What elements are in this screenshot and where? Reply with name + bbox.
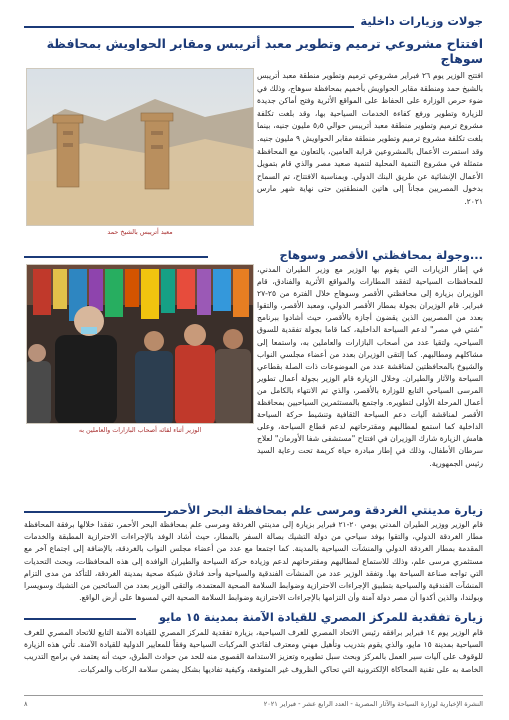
temple-photo [26, 68, 254, 226]
page-title: افتتاح مشروعي ترميم وتطوير معبد أتريبس ومقابر الحواويش بمحافظة سوهاج [46, 36, 483, 66]
article2-rule [24, 256, 208, 258]
bazaar-photo-caption: الوزير أثناء لقائه أصحاب البازارات والعاملين به [78, 426, 202, 434]
article3-title: زيارة مدينتي الغردقة ومرسى علم بمحافظة البحر الأحمر [164, 503, 483, 517]
footer-text: النشرة الإخبارية لوزارة السياحة والآثار المصرية - العدد الرابع عشر - فبراير ٢٠٢١ [263, 700, 483, 708]
temple-image [26, 69, 253, 226]
article3-rule [24, 511, 166, 513]
bazaar-photo [26, 264, 254, 424]
footer [24, 700, 483, 708]
section-label: جولات وزيارات داخلية [360, 14, 483, 28]
article4-rule [24, 618, 136, 620]
page-number: ٨ [24, 700, 28, 708]
article2-text: في إطار الزيارات التي يقوم بها الوزير مع وزير الطيران المدني، للمحافظات السياحية لتفقد المطارات والمواقع الأثرية والفنادق، قام الوزيران بزيارة إلى محافظتي الأقصر وسوهاج خلال الفترة من ٢٥-٢٧ فبراير. قام الوزيران بجولة بمطار الأقصر الدولي، ومعبد الأقصر، والتقوا بعدد من المصريين الذين يقضون أجازة بالأقصر، حيث أشادوا ببرنامج "شتي في مصر" لدعم السياحة الداخلية، كما قاما بجولة تفقدية للسوق السياحي، ولتقيا عدد من أصحاب البازارات والعاملين به، واستمعا إلى مشاكلهم ومطالبهم. كما إلتقى الوزيران بعدد من أعضاء مجلسي النواب والشيوخ بالمحافظتين لمناقشة عدد من الموضوعات ذات الصلة بقطاعي السياحة والآثار والطيران. وخلال الزيارة قام الوزير بجولة أعمال تطوير المرسى السياحي التابع للوزارة بالأقصر، والذي تم الانتهاء بالكامل من أعمال المرحلة الأولى لتطويره. واجتمع بالمستثمرين السياحيين بمحافظة الأقصر لمناقشة آليات دعم السياحة الثقافية وتنشيط حركة السياحة الداخلية كما استمع لمطالبهم ومقترحاتهم لدعم قطاع السياحة، وعلى هامش الزيارة شارك الوزيران في افتتاح "مستشفى شفا الأورمان" لعلاج سرطان الأطفال، وذلك في إطار مبادرة حياة كريمة تحت رعاية السيد رئيس الجمهورية. [257, 265, 483, 468]
bazaar-image [26, 265, 253, 424]
footer-rule [24, 695, 483, 696]
article1-text: افتتح الوزير يوم ٢٦ فبراير مشروعي ترميم وتطوير منطقة معبد أتريبس بالشيخ حمد ومنطقة مقابر الحواويش بأخميم بمحافظة سوهاج، وذلك في ضوء حرص الوزارة على الحفاظ على المواقع الأثرية وفتح أماكن جديدة للزيارة وتطوير ورفع كفاءة الخدمات السياحية بها، وقد بلغت تكلفة مشروع ترميم وتطوير منطقة معبد أتريبس حوالي ٥٫٥ مليون جنيه، بينما بلغت تكلفة مشروع ترميم وتطوير منطقة مقابر الحواويش ٩ مليون جنيه. وقد استمرت الأعمال بالمشروعين قرابة العامين، بالتعاون مع المحافظة متمثلة في مشروع التنمية المحلية لتنمية صعيد مصر والذي قام بتمويل الأعمال الإنشائية عن طريق البنك الدولي. وبمناسبة الافتتاح، تم السماح بدخول المصريين مجاناً إلى هاتين المنطقتين حتى نهاية شهر مارس ٢٠٢١. [257, 71, 483, 206]
article4-text: قام الوزير يوم ١٤ فبراير برافقه رئيس الاتحاد المصري للغرف السياحية، بزيارة تفقدية للمركز المصري للقيادة الآمنة التابع للاتحاد المصري للغرف السياحية بمدينة ١٥ مايو، والذي يقوم بتدريب وتأهيل مهني ومعترف لقائدي المركبات السياحية وفقاً للمعايير الدولية للقيادة الآمنة. تأتي هذه الزيارة للوقوف على آليات سير العمل بالمركز وبحث سبل تطويره وتعزيز الاستدامة القصوى منه للحد من حوادث الطرق، حيث أنه يعتمد في برامج التدريب الخاصة به على تقنية المحاكاة الإلكترونية التي تحاكي الظروف غير المتوقعة، وكيفية تفاديها بشكل يضمن سلامة الركاب والمركبات. [24, 628, 483, 674]
temple-photo-caption: معبد أتريبس بالشيخ حمد [107, 228, 173, 236]
article4-title: زيارة تفقدية للمركز المصري للقيادة الآمنة بمدينة ١٥ مايو [158, 610, 483, 624]
article2-title: ...وجولة بمحافظتي الأقصر وسوهاج [279, 248, 483, 262]
article3-text: قام الوزير ووزير الطيران المدني يومي ٢٠-٢١ فبراير بزيارة إلى مدينتي الغردقة ومرسى علم بمحافظة البحر الأحمر، تفقدا خلالها برفقة المحافظة مطار الغردقة الدولي، والتقوا بوفد سياحي من دولة التشيك بصالة السفر بالمطار، حيث أشاد الوفد بالإجراءات الاحترازية المطبقة والخدمات المقدمة بمطار الغردقة الدولي والمنشآت السياحية بالمدينة. كما اجتمعا مع عدد من أعضاء مجلس النواب بالغردقة، بالإضافة إلى اجتماع آخر مع مستثمري مرسى علم، وذلك للاستماع لمطالبهم ومقترحاتهم لدعم وزيادة حركة السياحة والطيران الوافدة إلى هذه المحافظات، وبحث التحديات التي تواجه صناعة السياحة بها. وتفقد الوزير عدد من المنشآت الفندقية والسياحية وأحد فنادق شبكة صحية بمدينة الغردقة، للتأكد من مدى التزام المنشآت الفندقية والسياحية بتطبيق الإجراءات الاحترازية وضوابط السلامة الصحية المعتمدة، والتقى الوزير بعدد من السائحين من التشيك وسويسرا وبولندا، والذين أكدوا أن مصر دولة آمنة وأن التزامها بالإجراءات الاحترازية وضوابط السلامة الصحية التي لمسوها على أرض الواقع. [24, 520, 483, 603]
header-rule [24, 26, 354, 28]
